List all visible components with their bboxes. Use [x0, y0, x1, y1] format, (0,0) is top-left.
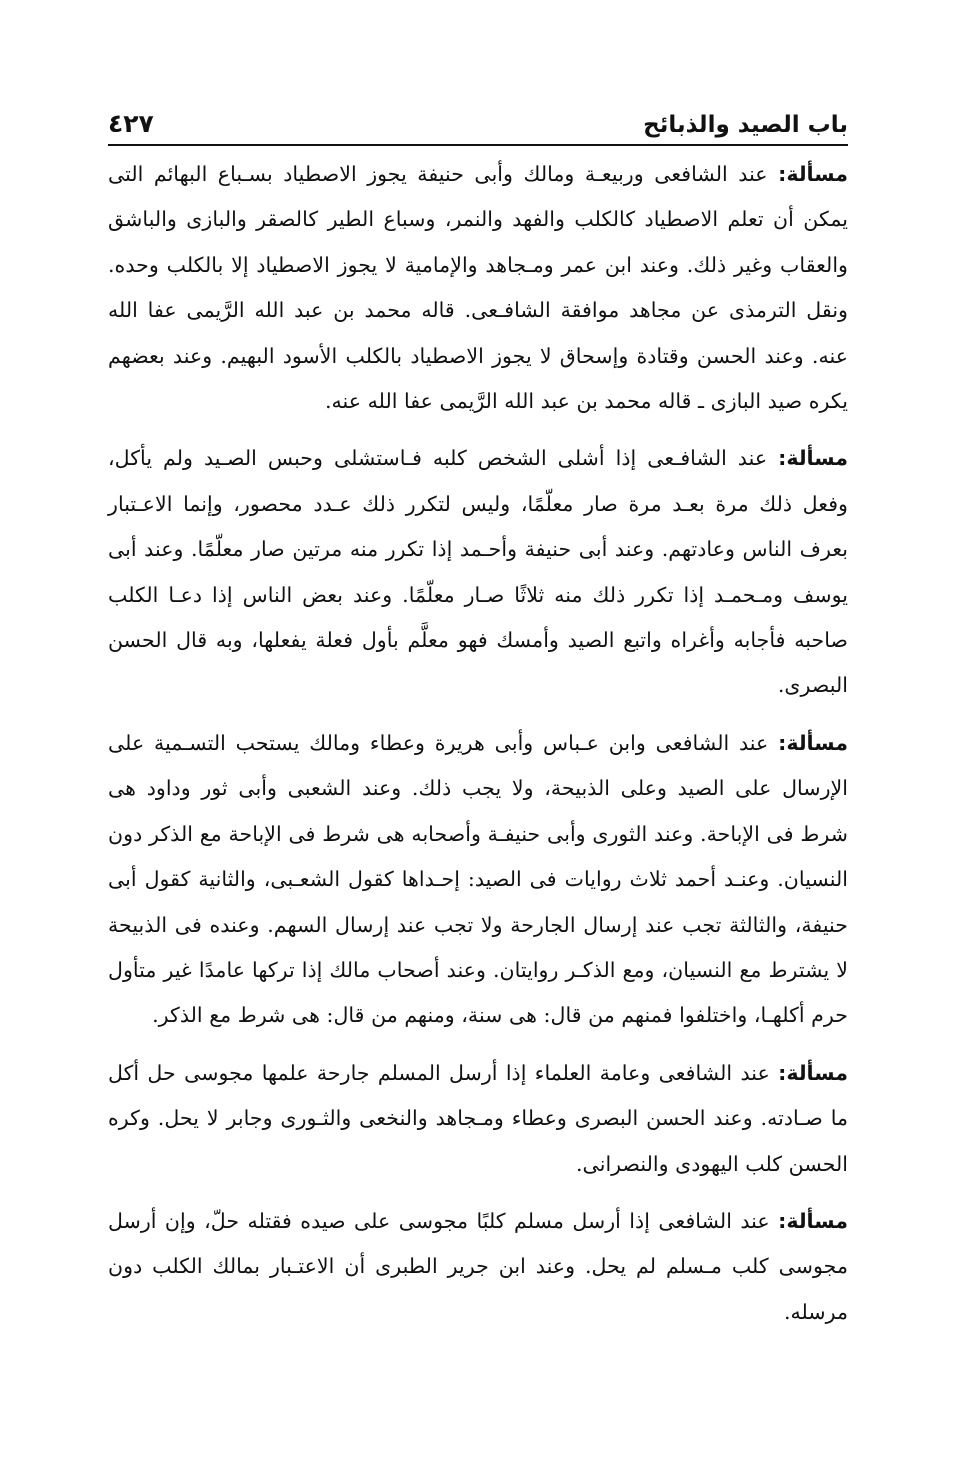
- masala-text: عند الشافعى إذا أرسل مسلم كلبًا مجوسى على صيده فقتله حلّ، وإن أرسل مجوسى كلب مـسلم لم يحل. وعند ابن جرير الطبرى أن الاعتـبار بمالك الكلب دون مرسله.: [108, 1208, 848, 1324]
- page-header: [108, 92, 848, 146]
- masala-text: عند الشافـعى إذا أشلى الشخص كلبه فـاستشلى وحبس الصـيد ولم يأكل، وفعل ذلك مرة بعـد مرة صار معلّمًا، وليس لتكرر ذلك عـدد محصور، وإنما الاعـتبار بعرف الناس وعادتهم. وعند أبى حنيفة وأحـمد إذا تكرر منه مرتين صار معلّمًا. وعند أبى يوسف ومـحمـد إذا تكرر ذلك منه ثلاثًا صـار معلّمًا. وعند بعض الناس إذا دعـا الكلب صاحبه فأجابه وأغراه واتبع الصيد وأمسك فهو معلَّم بأول فعلة يفعلها، وبه قال الحسن البصرى.: [108, 446, 848, 698]
- page-number: ٤٢٧: [108, 109, 154, 138]
- masala-paragraph: [108, 721, 848, 1039]
- masala-term: مسألة:: [778, 162, 848, 186]
- masala-text: عند الشافعى وعامة العلماء إذا أرسل المسلم جارحة علمها مجوسى حل أكل ما صـادته. وعند الحسن البصرى وعطاء ومـجاهد والنخعى والثـورى وجابر لا يحل. وكره الحسن كلب اليهودى والنصرانى.: [108, 1060, 848, 1176]
- masala-paragraph: [108, 152, 848, 424]
- page-body: [108, 152, 848, 1347]
- masala-text: عند الشافعى وربيعـة ومالك وأبى حنيفة يجوز الاصطياد بسـباع البهائم التى يمكن أن تعلم الاصطياد كالكلب والفهد والنمر، وسباع الطير كالصقر والبازى والباشق والعقاب وغير ذلك. وعند ابن عمر ومـجاهد والإمامية لا يجوز الاصطياد إلا بالكلب وحده. ونقل الترمذى عن مجاهد موافقة الشافـعى. قاله محمد بن عبد الله الرَّيمى عفا الله عنه. وعند الحسن وقتادة وإسحاق لا يجوز الاصطياد بالكلب الأسود البهيم. وعند بعضهم يكره صيد البازى ـ قاله محمد بن عبد الله الرَّيمى عفا الله عنه.: [108, 162, 848, 414]
- masala-term: مسألة:: [778, 1208, 848, 1233]
- masala-term: مسألة:: [778, 730, 848, 755]
- masala-text: عند الشافعى وابن عـباس وأبى هريرة وعطاء ومالك يستحب التسـمية على الإرسال على الصيد وعلى الذبيحة، ولا يجب ذلك. وعند الشعبى وأبى ثور وداود هى شرط فى الإباحة. وعند الثورى وأبى حنيفـة وأصحابه هى شرط فى الإباحة مع الذكر دون النسيان. وعنـد أحمد ثلاث روايات فى الصيد: إحـداها كقول الشعـبى، والثانية كقول أبى حنيفة، والثالثة تجب عند إرسال الجارحة ولا تجب عند إرسال السهم. وعنده فى الذبيحة لا يشترط مع النسيان، ومع الذكـر روايتان. وعند أصحاب مالك إذا تركها عامدًا غير متأول حرم أكلهـا، واختلفوا فمنهم من قال: هى سنة، ومنهم من قال: هى شرط مع الذكر.: [108, 730, 849, 1028]
- section-title: باب الصيد والذبائح: [643, 112, 848, 138]
- masala-paragraph: [108, 436, 848, 708]
- masala-paragraph: [108, 1199, 848, 1335]
- masala-paragraph: [108, 1051, 848, 1187]
- masala-term: مسألة:: [778, 446, 848, 471]
- masala-term: مسألة:: [778, 1060, 848, 1085]
